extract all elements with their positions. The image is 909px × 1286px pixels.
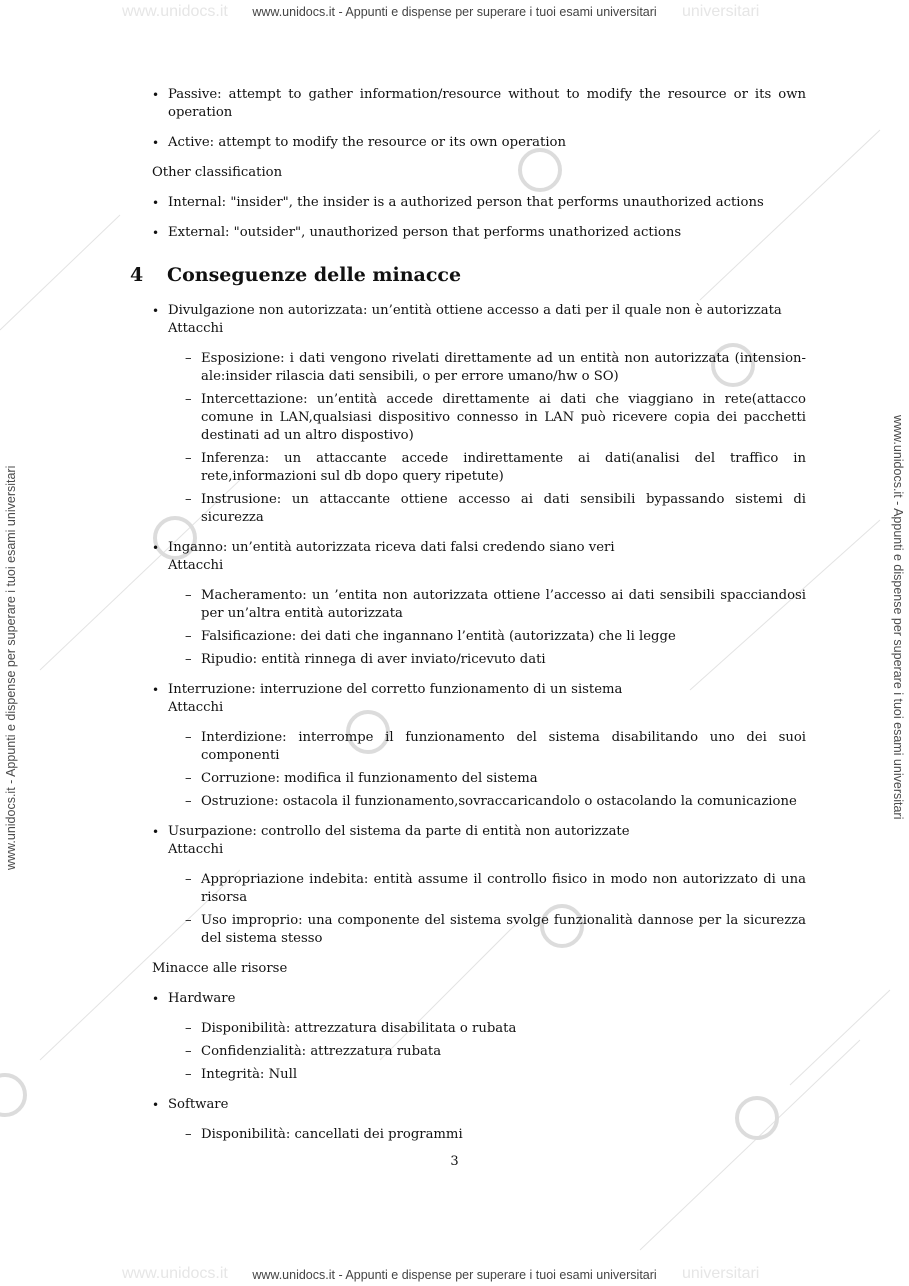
paragraph-other-classification: Other classification bbox=[152, 165, 283, 180]
list-item: • Software – Disponibilità: cancellati dei programmi bbox=[130, 1096, 806, 1144]
classification-list bbox=[130, 194, 806, 242]
list-item: • Passive: attempt to gather information/resource without to modify the resource or its own operation bbox=[152, 87, 806, 120]
page-content bbox=[130, 86, 806, 1156]
ghost-watermark-left: www.unidocs.it bbox=[122, 3, 228, 20]
sublist-item: – Corruzione: modifica il funzionamento del sistema bbox=[185, 771, 538, 786]
sublist-item: – Ripudio: entità rinnega di aver inviato/ricevuto dati bbox=[185, 652, 546, 667]
section-title: Conseguenze delle minacce bbox=[167, 264, 462, 286]
sublist-item: – Disponibilità: attrezzatura disabilitata o rubata bbox=[185, 1021, 517, 1036]
footer-watermark: www.unidocs.it - Appunti e dispense per superare i tuoi esami universitari bbox=[252, 1268, 657, 1282]
ghost-watermark-bottom-left: www.unidocs.it bbox=[122, 1265, 228, 1282]
sublist bbox=[168, 350, 806, 527]
sublist-item: – Ostruzione: ostacola il funzionamento,sovraccaricandolo o ostacolando la comunicazione bbox=[185, 794, 797, 809]
sublist bbox=[168, 1126, 806, 1144]
ghost-watermark-bottom-right: universitari bbox=[682, 1265, 760, 1282]
list-item: • Usurpazione: controllo del sistema da parte di entità non autorizzate Attacchi – Appropriazione indebita: entità assume il controllo fisico in modo non autorizzato di una risorsa – Uso improprio: una componente del sistema svolge funzionalità dannose per la sicurezza del sistema stesso bbox=[130, 823, 806, 948]
header-watermark: www.unidocs.it - Appunti e dispense per superare i tuoi esami universitari bbox=[252, 5, 657, 19]
sublist bbox=[168, 729, 806, 811]
sublist-item: – Inferenza: un attaccante accede indirettamente ai dati(analisi del traffico in rete,informazioni sul db dopo query ripetute) bbox=[185, 451, 806, 484]
sublist-item: – Confidenzialità: attrezzatura rubata bbox=[185, 1044, 442, 1059]
list-item: • Active: attempt to modify the resource or its own operation bbox=[152, 135, 566, 150]
list-item: • Inganno: un’entità autorizzata riceva dati falsi credendo siano veri Attacchi – Macheramento: un ’entita non autorizzata ottiene l’accesso ai dati sensibili spacciandosi per un’altra entità autorizzata – Falsificazione: dei dati che ingannano l’entità (autorizzata) che li legge – Ripudio: entità rinnega di aver inviato/ricevuto dati bbox=[130, 539, 806, 669]
intro-list bbox=[130, 86, 806, 152]
sublist bbox=[168, 587, 806, 669]
sublist-item: – Instrusione: un attaccante ottiene accesso ai dati sensibili bypassando sistemi di sicurezza bbox=[185, 492, 806, 525]
section-heading bbox=[130, 266, 806, 284]
sublist-item: – Macheramento: un ’entita non autorizzata ottiene l’accesso ai dati sensibili spacciandosi per un’altra entità autorizzata bbox=[185, 588, 806, 621]
sublist-item: – Integrità: Null bbox=[185, 1067, 298, 1082]
page-number: 3 bbox=[450, 1154, 459, 1169]
sublist bbox=[168, 871, 806, 948]
ghost-watermark-right: universitari bbox=[682, 3, 760, 20]
sublist-item: – Intercettazione: un’entità accede direttamente ai dati che viaggiano in rete(attacco comune in LAN,qualsiasi dispositivo connesso in LAN può ricevere copia dei pacchetti destinati ad un altro dispostivo) bbox=[185, 392, 806, 443]
sublist bbox=[168, 1020, 806, 1084]
sublist-item: – Falsificazione: dei dati che ingannano l’entità (autorizzata) che li legge bbox=[185, 629, 676, 644]
sublist-item: – Disponibilità: cancellati dei programmi bbox=[185, 1127, 463, 1142]
resources-list bbox=[130, 990, 806, 1144]
side-watermark-right: www.unidocs.it - Appunti e dispense per superare i tuoi esami universitari bbox=[891, 415, 905, 820]
list-item: • External: "outsider", unauthorized person that performs unathorized actions bbox=[152, 225, 682, 240]
list-item: • Hardware – Disponibilità: attrezzatura disabilitata o rubata – Confidenzialità: attrezzatura rubata – Integrità: Null bbox=[130, 990, 806, 1084]
sublist-item: – Esposizione: i dati vengono rivelati direttamente ad un entità non autorizzata (intension-ale:insider rilascia dati sensibili, o per errore umano/hw o SO) bbox=[185, 351, 806, 384]
list-item: • Divulgazione non autorizzata: un’entità ottiene accesso a dati per il quale non è autorizzata Attacchi – Esposizione: i dati vengono rivelati direttamente ad un entità non autorizzata (intension-ale:insider rilascia dati sensibili, o per errore umano/hw o SO) – Intercettazione: un’entità accede direttamente ai dati che viaggiano in rete(attacco comune in LAN,qualsiasi dispositivo connesso in LAN può ricevere copia dei pacchetti destinati ad un altro dispostivo) – Inferenza: un attaccante accede indirettamente ai dati(analisi del traffico in rete,informazioni sul db dopo query ripetute) – Instrusione: un attaccante ottiene accesso ai dati sensibili bypassando sistemi di sicurezza bbox=[130, 302, 806, 527]
sublist-item: – Interdizione: interrompe il funzionamento del sistema disabilitando uno dei suoi componenti bbox=[185, 730, 806, 763]
consequences-list bbox=[130, 302, 806, 948]
paragraph-resources: Minacce alle risorse bbox=[152, 961, 288, 976]
sublist-item: – Appropriazione indebita: entità assume il controllo fisico in modo non autorizzato di una risorsa bbox=[185, 872, 806, 905]
list-item: • Interruzione: interruzione del corretto funzionamento di un sistema Attacchi – Interdizione: interrompe il funzionamento del sistema disabilitando uno dei suoi componenti – Corruzione: modifica il funzionamento del sistema – Ostruzione: ostacola il funzionamento,sovraccaricandolo o ostacolando la comunicazione bbox=[130, 681, 806, 811]
side-watermark-left: www.unidocs.it - Appunti e dispense per superare i tuoi esami universitari bbox=[4, 465, 18, 870]
section-number: 4 bbox=[130, 264, 144, 286]
sublist-item: – Uso improprio: una componente del sistema svolge funzionalità dannose per la sicurezza del sistema stesso bbox=[185, 913, 806, 946]
list-item: • Internal: "insider", the insider is a authorized person that performs unauthorized actions bbox=[152, 195, 764, 210]
